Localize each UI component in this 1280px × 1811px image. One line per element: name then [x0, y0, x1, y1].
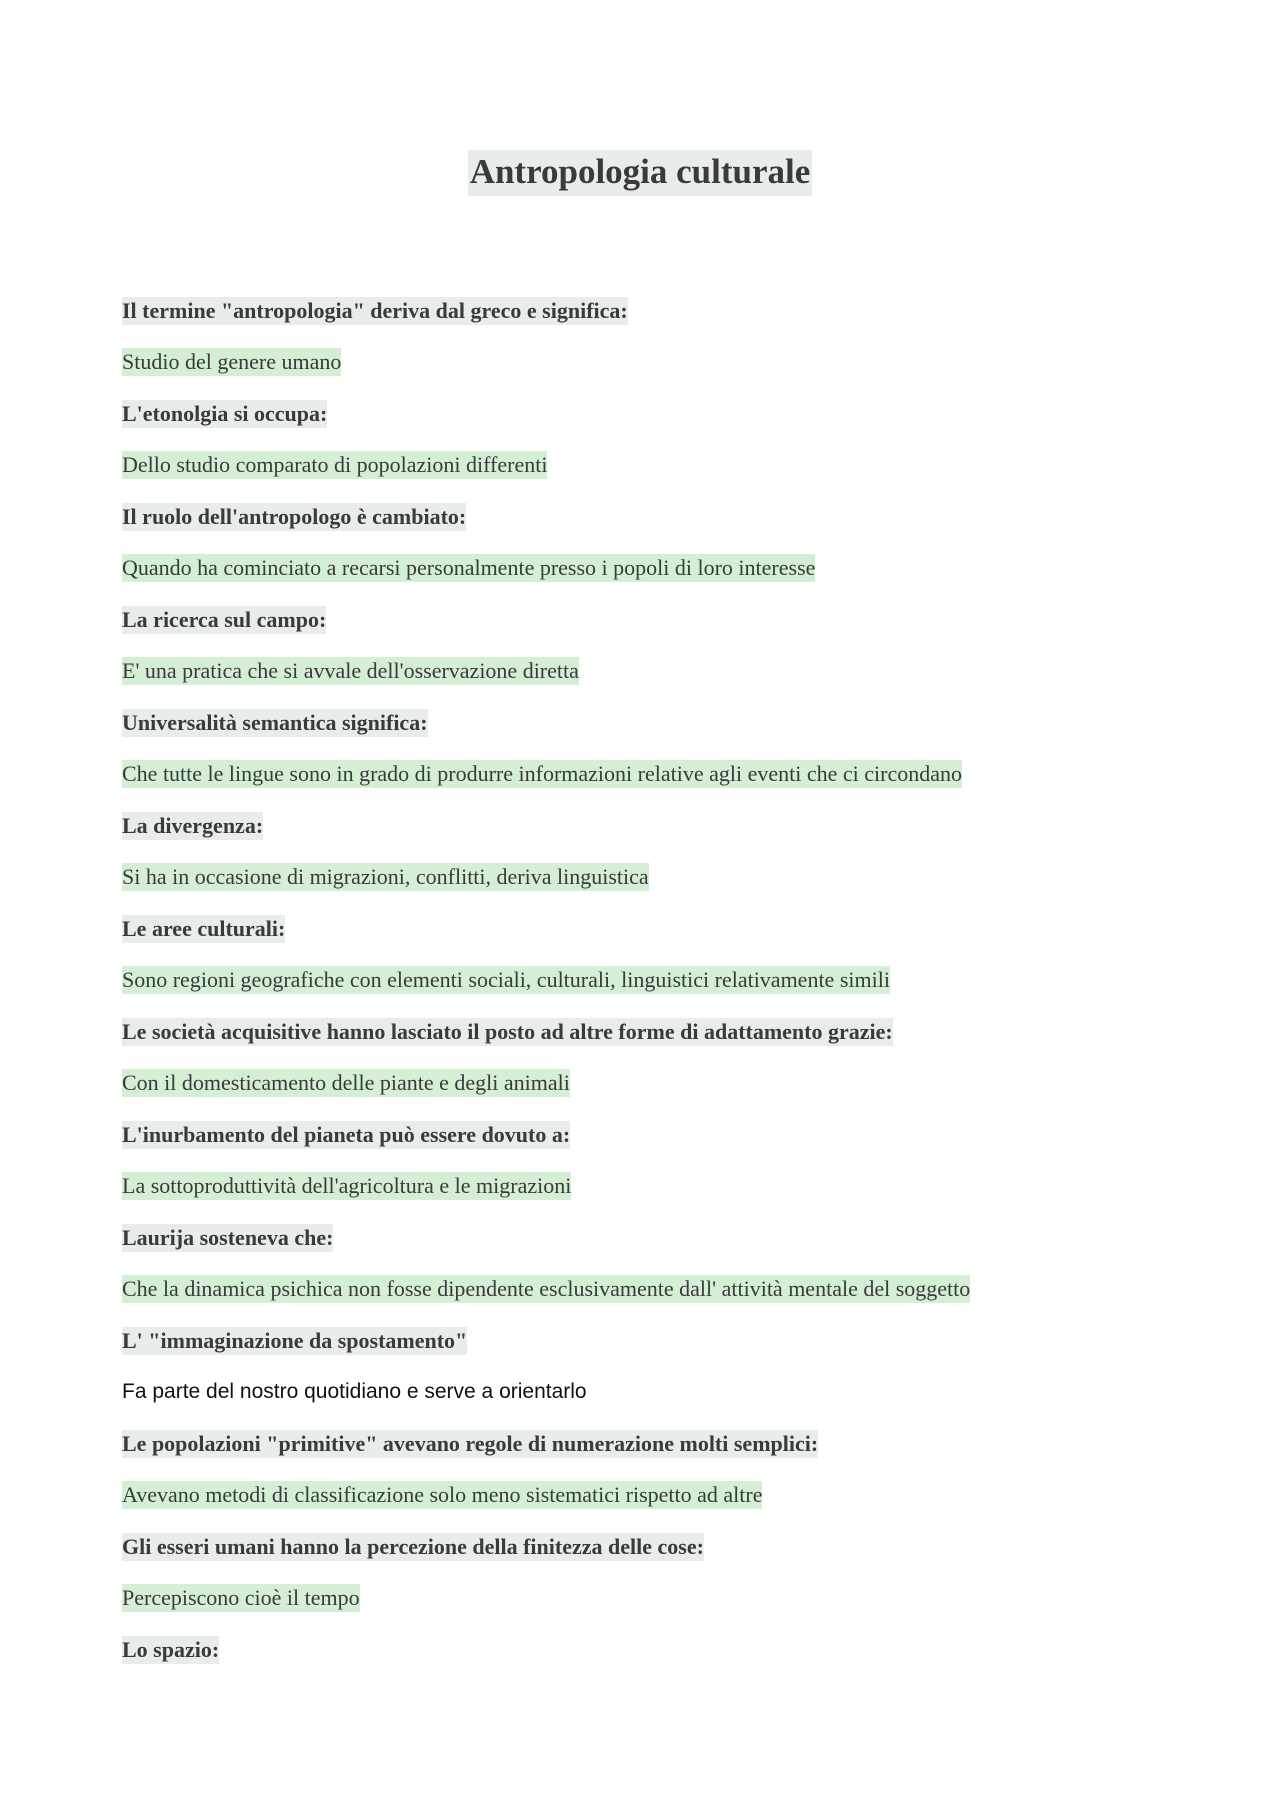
question-row — [122, 491, 1172, 543]
question-row — [122, 1418, 1172, 1470]
question-row — [122, 285, 1172, 337]
answer-row — [122, 955, 1172, 1007]
question-text: Gli esseri umani hanno la percezione della finitezza delle cose: — [122, 1533, 704, 1559]
answer-text: Che la dinamica psichica non fosse dipendente esclusivamente dall' attività mentale del soggetto — [122, 1276, 971, 1302]
question-row — [122, 1521, 1172, 1573]
question-row — [122, 903, 1172, 955]
answer-text: Avevano metodi di classificazione solo meno sistematici rispetto ad altre — [122, 1482, 763, 1508]
question-text: Il ruolo dell'antropologo è cambiato: — [122, 503, 467, 529]
answer-row — [122, 1058, 1172, 1110]
answer-text: E' una pratica che si avvale dell'osservazione diretta — [122, 658, 579, 684]
question-text: L' "immaginazione da spostamento" — [122, 1327, 468, 1353]
answer-row — [122, 440, 1172, 492]
answer-row — [122, 1470, 1172, 1522]
question-text: Le aree culturali: — [122, 915, 286, 941]
answer-text: Studio del genere umano — [122, 349, 342, 375]
answer-row — [122, 1264, 1172, 1316]
page-title: Antropologia culturale — [468, 150, 813, 196]
answer-text: Dello studio comparato di popolazioni differenti — [122, 452, 548, 478]
question-text: Le società acquisitive hanno lasciato il posto ad altre forme di adattamento grazie: — [122, 1018, 893, 1044]
answer-row — [122, 1573, 1172, 1625]
answer-text: Percepiscono cioè il tempo — [122, 1585, 360, 1611]
question-row — [122, 1315, 1172, 1367]
answer-text: Con il domesticamento delle piante e degli animali — [122, 1070, 570, 1096]
question-text: L'etonolgia si occupa: — [122, 400, 328, 426]
answer-text-unhighlighted: Fa parte del nostro quotidiano e serve a orientarlo — [122, 1380, 587, 1404]
question-row — [122, 1212, 1172, 1264]
answer-row — [122, 749, 1172, 801]
question-text: Le popolazioni "primitive" avevano regole di numerazione molti semplici: — [122, 1430, 819, 1456]
answer-row — [122, 1161, 1172, 1213]
question-text: Lo spazio: — [122, 1636, 220, 1662]
question-row — [122, 388, 1172, 440]
question-text: La ricerca sul campo: — [122, 606, 327, 632]
question-row — [122, 800, 1172, 852]
answer-text: Quando ha cominciato a recarsi personalmente presso i popoli di loro interesse — [122, 555, 816, 581]
qa-list — [122, 285, 1172, 1676]
question-row — [122, 1006, 1172, 1058]
question-row — [122, 1109, 1172, 1161]
question-text: Il termine "antropologia" deriva dal greco e significa: — [122, 297, 628, 323]
answer-row — [122, 337, 1172, 389]
answer-row — [122, 543, 1172, 595]
question-row — [122, 594, 1172, 646]
question-text: La divergenza: — [122, 812, 264, 838]
answer-row — [122, 1367, 1172, 1419]
answer-text: La sottoproduttività dell'agricoltura e le migrazioni — [122, 1173, 572, 1199]
answer-text: Sono regioni geografiche con elementi sociali, culturali, linguistici relativamente simili — [122, 967, 890, 993]
answer-text: Si ha in occasione di migrazioni, conflitti, deriva linguistica — [122, 864, 649, 890]
question-row — [122, 1624, 1172, 1676]
question-row — [122, 697, 1172, 749]
answer-row — [122, 852, 1172, 904]
question-text: Universalità semantica significa: — [122, 709, 428, 735]
answer-row — [122, 646, 1172, 698]
title-container — [0, 150, 1280, 196]
question-text: Laurija sosteneva che: — [122, 1224, 334, 1250]
question-text: L'inurbamento del pianeta può essere dovuto a: — [122, 1121, 571, 1147]
answer-text: Che tutte le lingue sono in grado di produrre informazioni relative agli eventi che ci circondano — [122, 761, 962, 787]
